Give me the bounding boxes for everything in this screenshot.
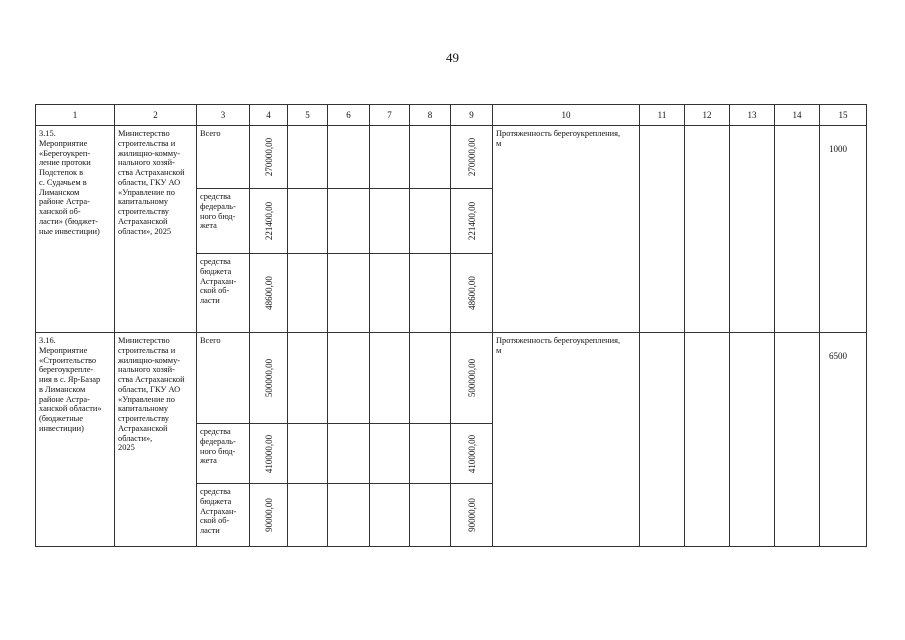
measures-table [35, 104, 867, 547]
amount-cell [250, 424, 288, 484]
empty-cell [685, 126, 730, 333]
source-cell [197, 333, 250, 424]
empty-cell [328, 126, 370, 189]
amount-cell [451, 333, 493, 424]
empty-cell [370, 484, 410, 547]
empty-cell [328, 484, 370, 547]
header-cell: 7 [370, 105, 410, 126]
executor-text: Министерство строительства и жилищно-комму- нального хозяй- ства Астраханской области, ГКУ АО «Управление по капитальному строительству Астраханской области», 2025 [118, 336, 185, 453]
table-row [36, 333, 867, 424]
funding-source: Всего [200, 129, 221, 138]
empty-cell [640, 126, 685, 333]
amount-cell [451, 189, 493, 254]
source-cell [197, 424, 250, 484]
empty-cell [370, 333, 410, 424]
measure-name-cell [36, 126, 115, 333]
amount-cell [250, 189, 288, 254]
header-cell: 11 [640, 105, 685, 126]
header-cell: 14 [775, 105, 820, 126]
amount-col9: 90000,00 [466, 498, 477, 532]
page-number: 49 [446, 50, 459, 65]
empty-cell [288, 484, 328, 547]
empty-cell [730, 126, 775, 333]
executor-cell [115, 126, 197, 333]
amount-col9: 500000,00 [466, 358, 477, 398]
measure-name-cell [36, 333, 115, 547]
header-cell: 9 [451, 105, 493, 126]
empty-cell [410, 424, 451, 484]
amount-cell [451, 484, 493, 547]
indicator-cell [493, 126, 640, 333]
amount-col9: 410000,00 [466, 434, 477, 473]
funding-source: средства федераль- ного бюд- жета [200, 192, 236, 231]
amount-cell [250, 126, 288, 189]
amount-col9: 48600,00 [466, 276, 477, 310]
empty-cell [328, 254, 370, 333]
empty-cell [730, 333, 775, 547]
amount-col4: 500000,00 [263, 358, 274, 398]
empty-cell [410, 333, 451, 424]
header-cell: 8 [410, 105, 451, 126]
target-cell [820, 333, 867, 547]
empty-cell [328, 189, 370, 254]
header-cell: 12 [685, 105, 730, 126]
indicator-text: Протяженность берегоукрепления, м [496, 129, 621, 148]
empty-cell [328, 424, 370, 484]
empty-cell [410, 254, 451, 333]
measure-name: 3.16. Мероприятие «Строительство берегоукрепле- ния в с. Яр-Базар в Лиманском районе Астра- ханской области» (бюджетные инвестиции) [39, 336, 102, 433]
target-value: 1000 [829, 144, 847, 154]
header-cell: 3 [197, 105, 250, 126]
target-value: 6500 [829, 351, 847, 361]
header-cell: 10 [493, 105, 640, 126]
amount-cell [250, 254, 288, 333]
amount-col4: 90000,00 [263, 498, 274, 532]
empty-cell [288, 424, 328, 484]
source-cell [197, 484, 250, 547]
indicator-text: Протяженность берегоукрепления, м [496, 336, 621, 355]
funding-source: средства бюджета Астрахан- ской об- ласти [200, 487, 237, 535]
empty-cell [410, 189, 451, 254]
header-cell: 1 [36, 105, 115, 126]
executor-cell [115, 333, 197, 547]
empty-cell [288, 126, 328, 189]
empty-cell [685, 333, 730, 547]
amount-col4: 221400,00 [263, 201, 274, 241]
empty-cell [775, 126, 820, 333]
measure-name: 3.15. Мероприятие «Берегоукреп- ление протоки Подстепок в с. Судачьем в Лиманском районе Астра- ханской об- ласти» (бюджет- ные инвестиции) [39, 129, 100, 236]
amount-cell [250, 333, 288, 424]
indicator-cell [493, 333, 640, 547]
empty-cell [410, 126, 451, 189]
amount-col4: 270000,00 [263, 137, 274, 177]
empty-cell [288, 189, 328, 254]
amount-cell [451, 424, 493, 484]
empty-cell [328, 333, 370, 424]
amount-col9: 221400,00 [466, 201, 477, 241]
table-row [36, 126, 867, 189]
empty-cell [640, 333, 685, 547]
funding-source: средства федераль- ного бюд- жета [200, 427, 236, 466]
source-cell [197, 189, 250, 254]
empty-cell [288, 254, 328, 333]
funding-source: средства бюджета Астрахан- ской об- ласти [200, 257, 237, 305]
amount-cell [250, 484, 288, 547]
header-cell: 6 [328, 105, 370, 126]
funding-source: Всего [200, 336, 221, 345]
empty-cell [370, 126, 410, 189]
header-cell: 2 [115, 105, 197, 126]
header-cell: 15 [820, 105, 867, 126]
executor-text: Министерство строительства и жилищно-комму- нального хозяй- ства Астраханской области, ГКУ АО «Управление по капитальному строительству Астраханской области», 2025 [118, 129, 185, 236]
empty-cell [370, 189, 410, 254]
empty-cell [775, 333, 820, 547]
empty-cell [370, 424, 410, 484]
empty-cell [410, 484, 451, 547]
amount-col4: 48600,00 [263, 276, 274, 310]
amount-col4: 410000,00 [263, 434, 274, 473]
source-cell [197, 254, 250, 333]
source-cell [197, 126, 250, 189]
amount-col9: 270000,00 [466, 137, 477, 177]
target-cell [820, 126, 867, 333]
amount-cell [451, 254, 493, 333]
amount-cell [451, 126, 493, 189]
empty-cell [370, 254, 410, 333]
header-cell: 13 [730, 105, 775, 126]
header-cell: 5 [288, 105, 328, 126]
empty-cell [288, 333, 328, 424]
header-cell: 4 [250, 105, 288, 126]
header-row [36, 105, 867, 126]
